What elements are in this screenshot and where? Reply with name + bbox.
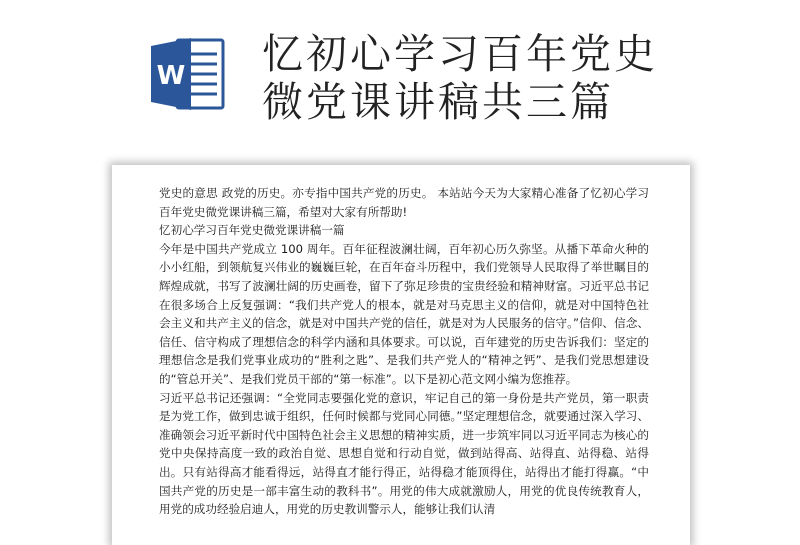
body-paragraph-2: 习近平总书记还强调：“全党同志要强化党的意识，牢记自己的第一身份是共产党员，第一职责是为党工作，做到忠诚于组织，任何时候都与党同心同德。”坚定理想信念，就要通过深入学习、准确领会习近平新时代中国特色社会主义思想的精神实质，进一步筑牢同以习近平同志为核心的党中央保持高度一致的政治自觉、思想自觉和行动自觉，做到站得高、站得直、站得稳、站得出。只有站得高才能看得远，站得直才能行得正，站得稳才能顶得住，站得出才能打得赢。“中国共产党的历史是一部丰富生动的教科书”。用党的伟大成就激励人，用党的优良传统教育人，用党的成功经验启迪人，用党的历史教训警示人，能够让我们认清 (159, 390, 649, 517)
intro-paragraph: 党史的意思 政党的历史。亦专指中国共产党的历史。 本站站今天为大家精心准备了忆初心学习百年党史微党课讲稿三篇，希望对大家有所帮助! (159, 186, 649, 219)
body-paragraph-1: 今年是中国共产党成立 100 周年。百年征程波澜壮阔，百年初心历久弥坚。从播下革命火种的小小红船，到领航复兴伟业的巍巍巨轮，在百年奋斗历程中，我们党领导人民取得了举世瞩目的辉煌成就，书写了波澜壮阔的历史画卷，留下了弥足珍贵的宝贵经验和精神财富。习近平总书记在很多场合上反复强调：“我们共产党人的根本，就是对马克思主义的信仰，就是对中国特色社会主义和共产主义的信念，就是对中国共产党的信任，就是对为人民服务的信守。”信仰、信念、信任、信守构成了理想信念的科学内涵和具体要求。可以说，百年建党的历史告诉我们：坚定的理想信念是我们党事业成功的“胜利之匙”、是我们共产党人的“精神之钙”、是我们党思想建设的“管总开关”、是我们党员干部的“第一标准”。以下是初心范文网小编为您推荐。 (159, 241, 649, 386)
document-title (262, 30, 782, 126)
word-icon-letter: W (156, 61, 186, 91)
header-banner (0, 0, 800, 165)
title-line-1: 忆初心学习百年党史 (262, 30, 658, 78)
title-line-2: 微党课讲稿共三篇 (262, 78, 614, 126)
document-body (159, 184, 649, 519)
word-document-icon (147, 34, 227, 114)
section-heading: 忆初心学习百年党史微党课讲稿一篇 (159, 223, 345, 238)
